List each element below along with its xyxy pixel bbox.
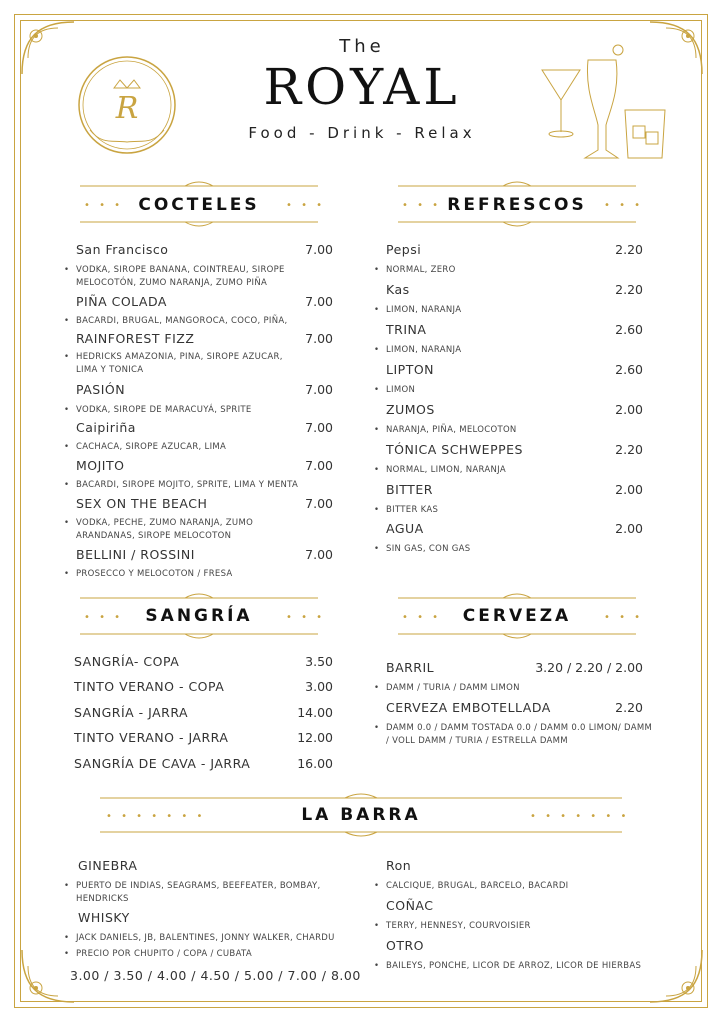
barra-otro-desc: • BAILEYS, PONCHE, LICOR DE ARROZ, LICOR DE HIERBAS bbox=[374, 960, 686, 973]
cocteles-item-desc: • VODKA, SIROPE BANANA, COINTREAU, SIROPE MELOCOTÓN, ZUMO NARANJA, ZUMO PIÑA bbox=[64, 264, 306, 290]
cocteles-item-name: San Francisco bbox=[76, 242, 169, 257]
cerveza-item-desc: • DAMM 0.0 / DAMM TOSTADA 0.0 / DAMM 0.0 LIMON/ DAMM / VOLL DAMM / TURIA / ESTRELLA DAMM bbox=[374, 722, 656, 748]
barra-prices: 3.00 / 3.50 / 4.00 / 4.50 / 5.00 / 7.00 / 8.00 bbox=[70, 968, 361, 983]
barra-whisky: WHISKY bbox=[78, 910, 130, 925]
section-title-cocteles: COCTELES bbox=[138, 195, 260, 215]
header-tagline: Food - Drink - Relax bbox=[248, 124, 476, 142]
refrescos-item-desc: • LIMON, NARANJA bbox=[374, 304, 616, 317]
barra-precio-note: • PRECIO POR CHUPITO / COPA / CUBATA bbox=[64, 948, 376, 961]
cocteles-item-name: SEX ON THE BEACH bbox=[76, 496, 208, 511]
cocteles-item-price: 7.00 bbox=[305, 496, 333, 511]
cocteles-item-price: 7.00 bbox=[305, 420, 333, 435]
refrescos-item-desc: • LIMON bbox=[374, 384, 616, 397]
sangria-item-name: SANGRÍA - JARRA bbox=[74, 705, 189, 720]
cocteles-item-price: 7.00 bbox=[305, 331, 333, 346]
cocteles-item-desc: • BACARDI, BRUGAL, MANGOROCA, COCO, PIÑA, bbox=[64, 315, 306, 328]
refrescos-item-price: 2.20 bbox=[615, 242, 643, 257]
cocteles-item-desc: • CACHACA, SIROPE AZUCAR, LIMA bbox=[64, 441, 306, 454]
cocteles-item-name: BELLINI / ROSSINI bbox=[76, 547, 195, 562]
refrescos-item-desc: • LIMON, NARANJA bbox=[374, 344, 616, 357]
refrescos-item-price: 2.00 bbox=[615, 482, 643, 497]
cerveza-item-price: 3.20 / 2.20 / 2.00 bbox=[535, 660, 643, 675]
cocteles-item-name: PIÑA COLADA bbox=[76, 294, 167, 309]
svg-text:R: R bbox=[115, 91, 139, 126]
cocteles-item-desc: • HEDRICKS AMAZONIA, PINA, SIROPE AZUCAR, LIMA Y TONICA bbox=[64, 351, 306, 377]
svg-text:• • •: • • • bbox=[84, 200, 124, 211]
refrescos-item-name: AGUA bbox=[386, 521, 424, 536]
refrescos-item-name: Kas bbox=[386, 282, 410, 297]
refrescos-item-price: 2.20 bbox=[615, 442, 643, 457]
corner-ornament-icon bbox=[646, 946, 706, 1006]
refrescos-item-name: LIPTON bbox=[386, 362, 435, 377]
sangria-item-name: SANGRÍA- COPA bbox=[74, 654, 180, 669]
cocteles-item-price: 7.00 bbox=[305, 242, 333, 257]
barra-ginebra-desc: • PUERTO DE INDIAS, SEAGRAMS, BEEFEATER, BOMBAY, HENDRICKS bbox=[64, 880, 366, 906]
header-the: The bbox=[339, 36, 385, 57]
svg-text:• • •: • • • bbox=[604, 612, 644, 623]
refrescos-item-name: TÓNICA SCHWEPPES bbox=[386, 442, 523, 457]
cocteles-item-name: RAINFOREST FIZZ bbox=[76, 331, 195, 346]
svg-text:• • •: • • • bbox=[604, 200, 644, 211]
refrescos-item-name: Pepsi bbox=[386, 242, 422, 257]
svg-text:• • •: • • • bbox=[286, 612, 326, 623]
cerveza-item-name: CERVEZA EMBOTELLADA bbox=[386, 700, 551, 715]
section-title-cerveza: CERVEZA bbox=[462, 606, 572, 626]
refrescos-item-desc: • NORMAL, LIMON, NARANJA bbox=[374, 464, 616, 477]
cocteles-item-desc: • VODKA, SIROPE DE MARACUYÁ, SPRITE bbox=[64, 404, 306, 417]
sangria-item-name: TINTO VERANO - COPA bbox=[74, 679, 225, 694]
refrescos-item-desc: • SIN GAS, CON GAS bbox=[374, 543, 616, 556]
refrescos-item-price: 2.60 bbox=[615, 362, 643, 377]
sangria-item-price: 3.00 bbox=[305, 679, 333, 694]
cocteles-item-desc: • PROSECCO Y MELOCOTON / FRESA bbox=[64, 568, 306, 581]
svg-text:• • •: • • • bbox=[84, 612, 124, 623]
barra-conac: COÑAC bbox=[386, 898, 434, 913]
barra-ginebra: GINEBRA bbox=[78, 858, 138, 873]
refrescos-item-price: 2.20 bbox=[615, 282, 643, 297]
refrescos-item-desc: • NARANJA, PIÑA, MELOCOTON bbox=[374, 424, 616, 437]
refrescos-item-desc: • NORMAL, ZERO bbox=[374, 264, 616, 277]
barra-conac-desc: • TERRY, HENNESY, COURVOISIER bbox=[374, 920, 676, 933]
cerveza-item-price: 2.20 bbox=[615, 700, 643, 715]
refrescos-item-name: TRINA bbox=[386, 322, 427, 337]
barra-otro: OTRO bbox=[386, 938, 424, 953]
section-title-refrescos: REFRESCOS bbox=[447, 195, 587, 215]
svg-text:• • •: • • • bbox=[402, 612, 442, 623]
sangria-item-name: TINTO VERANO - JARRA bbox=[74, 730, 229, 745]
cocteles-item-name: MOJITO bbox=[76, 458, 125, 473]
sangria-item-price: 14.00 bbox=[297, 705, 333, 720]
cocteles-item-price: 7.00 bbox=[305, 382, 333, 397]
barra-ron: Ron bbox=[386, 858, 412, 873]
refrescos-item-price: 2.60 bbox=[615, 322, 643, 337]
cerveza-item-name: BARRIL bbox=[386, 660, 435, 675]
svg-text:• • • • • • •: • • • • • • • bbox=[530, 811, 630, 822]
cocteles-item-name: Caipiriña bbox=[76, 420, 136, 435]
refrescos-item-name: ZUMOS bbox=[386, 402, 435, 417]
svg-text:• • •: • • • bbox=[402, 200, 442, 211]
refrescos-item-desc: • BITTER KAS bbox=[374, 504, 616, 517]
cocteles-item-price: 7.00 bbox=[305, 547, 333, 562]
cocteles-item-desc: • VODKA, PECHE, ZUMO NARANJA, ZUMO ARANDANAS, SIROPE MELOCOTON bbox=[64, 517, 306, 543]
sangria-item-price: 12.00 bbox=[297, 730, 333, 745]
section-title-barra: LA BARRA bbox=[301, 805, 421, 825]
section-title-sangria: SANGRÍA bbox=[145, 606, 253, 626]
barra-whisky-desc: • JACK DANIELS, JB, BALENTINES, JONNY WALKER, CHARDU bbox=[64, 932, 376, 945]
cocteles-item-name: PASIÓN bbox=[76, 382, 126, 397]
refrescos-item-name: BITTER bbox=[386, 482, 433, 497]
cocteles-item-price: 7.00 bbox=[305, 294, 333, 309]
svg-text:• • •: • • • bbox=[286, 200, 326, 211]
cocteles-item-desc: • BACARDI, SIROPE MOJITO, SPRITE, LIMA Y MENTA bbox=[64, 479, 306, 492]
sangria-item-price: 3.50 bbox=[305, 654, 333, 669]
svg-text:• • • • • • •: • • • • • • • bbox=[106, 811, 206, 822]
sangria-item-name: SANGRÍA DE CAVA - JARRA bbox=[74, 756, 251, 771]
cerveza-item-desc: • DAMM / TURIA / DAMM LIMON bbox=[374, 682, 616, 695]
header-title: ROYAL bbox=[263, 58, 461, 116]
cocteles-item-price: 7.00 bbox=[305, 458, 333, 473]
sangria-item-price: 16.00 bbox=[297, 756, 333, 771]
refrescos-item-price: 2.00 bbox=[615, 521, 643, 536]
barra-ron-desc: • CALCIQUE, BRUGAL, BARCELO, BACARDI bbox=[374, 880, 676, 893]
refrescos-item-price: 2.00 bbox=[615, 402, 643, 417]
